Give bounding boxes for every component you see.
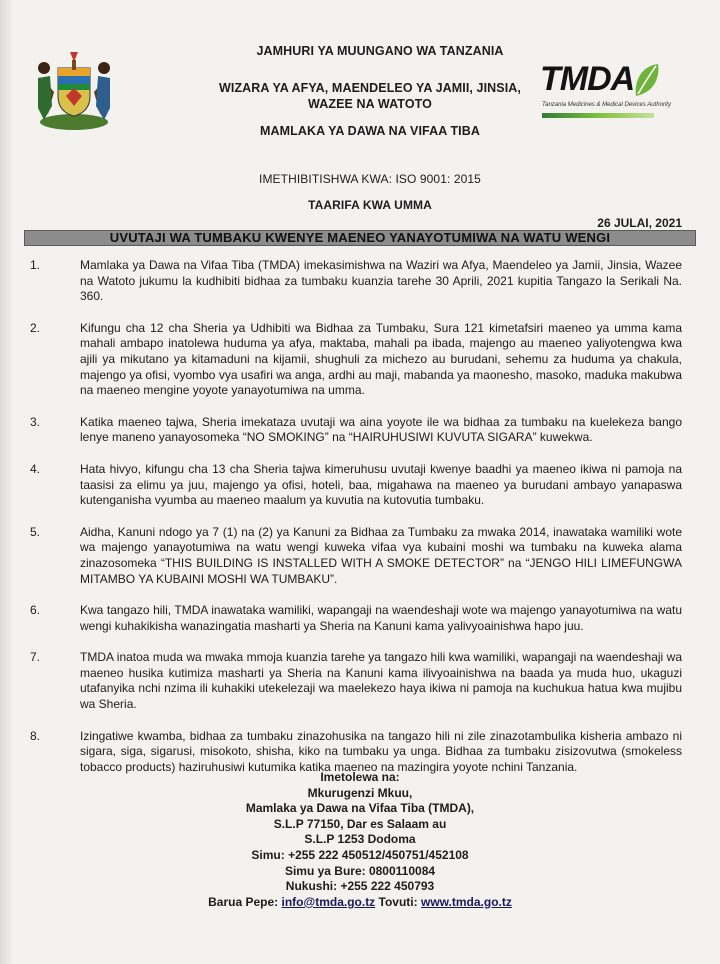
list-item	[30, 650, 682, 712]
list-item	[30, 415, 682, 446]
tmda-brand-bar	[542, 113, 654, 118]
item-text: Kifungu cha 12 cha Sheria ya Udhibiti wa Bidhaa za Tumbaku, Sura 121 kimetafsiri maeneo ya umma kama mahali ambapo inatolewa huduma ya afya, maktaba, mahali pa ibada, majengo au maeneo yaliyotengwa kwa ajili ya mikutano ya kitamaduni na kijamii, shughuli za michezo au burudani, sehemu za huduma ya chakula, majengo ya ofisi, vyombo vya usafiri wa anga, ardhi au maji, mabanda ya maonesho, masoko, maduka makubwa na maeneo mengine yoyote yanayotumiwa na umma.	[80, 320, 682, 398]
item-text: TMDA inatoa muda wa mwaka mmoja kuanzia tarehe ya tangazo hili kwa wamiliki, wapangaji na waendeshaji wa maeneo husika kutimiza masharti ya Sheria na Kanuni kama ilivyoainishwa na baada ya muda huo, ukaguzi utafanyika nchi nzima ili kuhakiki utekelezaji wa maelekezo haya ikiwa ni pamoja na kuchukua hatua kwa mujibu wa Sheria.	[80, 650, 682, 712]
item-number: 4.	[30, 461, 41, 476]
ministry-line-1: WIZARA YA AFYA, MAENDELEO YA JAMII, JINSIA,	[218, 81, 522, 95]
item-text: Kwa tangazo hili, TMDA inawataka wamiliki, wapangaji na waendeshaji wote wa majengo yanayotumiwa na watu wengi kuhakikisha wanazingatia masharti ya Sheria na Kanuni kama yalivyoainishwa hapo juu.	[80, 603, 682, 633]
issuer-block	[0, 770, 720, 910]
ministry-line-2: WAZEE NA WATOTO	[308, 97, 432, 111]
list-item	[30, 321, 682, 399]
item-number: 6.	[30, 603, 41, 618]
item-text: Katika maeneo tajwa, Sheria imekataza uvutaji wa aina yoyote ile wa bidhaa za tumbaku na kuelekeza bango lenye maneno yanayosomeka “NO SMOKING” na “HAIRUHUSIWI KUVUTA SIGARA” kuwekwa.	[80, 414, 682, 445]
item-text: Aidha, Kanuni ndogo ya 7 (1) na (2) ya Kanuni za Bidhaa za Tumbaku za mwaka 2014, inawataka wamiliki wote wa majengo yanayotumiwa na watu wengi kuweka vifaa vya kubaini moshi wa tumbaku na kuweka alama zinazosomeka “THIS BUILDING IS INSTALLED WITH A SMOKE DETECTOR” na “JENGO HILI LIMEFUNGWA MITAMBO YA KUBAINI MOSHI WA TUMBAKU”.	[80, 524, 682, 586]
website-label: Tovuti:	[378, 894, 418, 909]
item-number: 8.	[30, 728, 41, 743]
notice-items	[30, 258, 682, 791]
pobox-dodoma: S.L.P 1253 Dodoma	[304, 832, 416, 847]
notice-title-banner: UVUTAJI WA TUMBAKU KWENYE MAENEO YANAYOTUMIWA NA WATU WENGI	[24, 230, 696, 246]
iso-certification: IMETHIBITISHWA KWA: ISO 9001: 2015	[259, 172, 481, 186]
phone-numbers: Simu: +255 222 450512/450751/452108	[251, 847, 469, 862]
list-item	[30, 729, 682, 776]
issuer-position: Mkurugenzi Mkuu,	[307, 785, 413, 800]
list-item	[30, 462, 682, 509]
pobox-dar: S.L.P 77150, Dar es Salaam au	[273, 816, 447, 831]
email-label: Barua Pepe:	[208, 894, 279, 909]
issuer-org: Mamlaka ya Dawa na Vifaa Tiba (TMDA),	[245, 801, 475, 816]
item-number: 5.	[30, 524, 41, 539]
website-link[interactable]: www.tmda.go.tz	[420, 894, 512, 909]
list-item	[30, 603, 682, 634]
item-text: Izingatiwe kwamba, bidhaa za tumbaku zinazohusika na tangazo hili ni zile zinazotambulika kisheria ambazo ni sigara, siga, sigarusi, misokoto, shisha, kiko na tumbaku ya unga. Bidhaa za tumbaku zisizovutwa (smokeless tobacco products) haziruhusiwi kutumika katika maeneo na mazingira yoyote nchini Tanzania.	[80, 728, 682, 774]
item-number: 3.	[30, 414, 41, 429]
item-number: 1.	[30, 258, 41, 272]
item-number: 7.	[30, 650, 41, 665]
tmda-tagline: Tanzania Medicines & Medical Devices Authority	[542, 102, 671, 108]
ministry-heading	[10, 80, 720, 112]
issued-by-label: Imetolewa na:	[320, 770, 400, 784]
list-item	[30, 525, 682, 587]
list-item	[30, 258, 682, 305]
contact-links	[0, 895, 720, 911]
authority-heading: MAMLAKA YA DAWA NA VIFAA TIBA	[259, 124, 481, 138]
notice-date: 26 JULAI, 2021	[597, 216, 682, 230]
notice-type: TAARIFA KWA UMMA	[308, 198, 432, 212]
email-link[interactable]: info@tmda.go.tz	[281, 894, 376, 909]
republic-heading: JAMHURI YA MUUNGANO WA TANZANIA	[256, 44, 504, 58]
item-number: 2.	[30, 320, 41, 335]
item-text: Hata hivyo, kifungu cha 13 cha Sheria tajwa kimeruhusu uvutaji kwenye baadhi ya maeneo ikiwa ni pamoja na taasisi za elimu ya juu, majengo ya ofisi, hoteli, baa, migahawa na maeneo ya burudani ambayo yanapaswa kutenganisha vyumba au maeneo maalum ya kuvutia na kutovutia tumbaku.	[80, 461, 682, 508]
fax-number: Nukushi: +255 222 450793	[285, 879, 435, 894]
tmda-wordmark: TMDA	[540, 60, 635, 98]
item-text: Mamlaka ya Dawa na Vifaa Tiba (TMDA) imekasimishwa na Waziri wa Afya, Maendeleo ya Jamii, Jinsia, Wazee na Watoto jukumu la kudhibiti bidhaa za tumbaku kuanzia tarehe 30 Aprili, 2021 kupitia Tangazo la Serikali Na. 360.	[80, 258, 682, 304]
toll-free-number: Simu ya Bure: 0800110084	[284, 863, 436, 878]
